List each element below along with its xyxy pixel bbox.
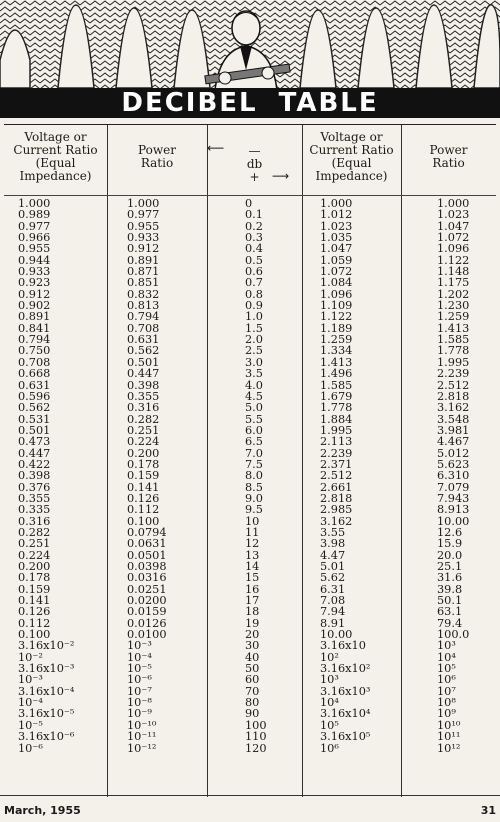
table-cell: 20.0 <box>437 548 463 562</box>
table-cell: 1.585 <box>437 333 470 347</box>
table-cell: 12 <box>245 537 260 551</box>
table-cell: 6.5 <box>245 435 263 449</box>
table-cell: 16 <box>245 582 260 596</box>
table-cell: 1.122 <box>437 253 470 267</box>
table-cell: 4.0 <box>245 378 263 392</box>
table-cell: 0.0631 <box>127 537 167 551</box>
table-cell: 90 <box>245 707 260 721</box>
table-cell: 0.4 <box>245 242 263 256</box>
table-cell: 3.16x10⁵ <box>320 730 371 744</box>
table-cell: 7.08 <box>320 594 346 608</box>
table-cell: 10³ <box>320 673 339 687</box>
table-cell: 2.0 <box>245 333 263 347</box>
table-cell: 14 <box>245 560 260 573</box>
table-cell: 18 <box>245 605 260 619</box>
table-cell: 0.0200 <box>127 594 167 608</box>
table-cell: 3.0 <box>245 355 263 369</box>
table-cell: 0.6 <box>245 265 263 279</box>
table-cell: 1.084 <box>320 276 353 290</box>
table-cell: 0.398 <box>127 378 160 392</box>
table-cell: 2.5 <box>245 344 263 358</box>
table-cell: 3.16x10⁻⁴ <box>18 684 75 698</box>
header-left-power-ratio: Power Ratio <box>138 143 176 170</box>
page-title: DECIBEL TABLE <box>121 88 379 118</box>
table-cell: 0.977 <box>18 219 51 233</box>
table-cell: 0.8 <box>245 287 263 301</box>
table-cell: 1.884 <box>320 412 353 426</box>
table-cell: 0.841 <box>18 321 51 335</box>
table-cell: 0.0398 <box>127 560 167 573</box>
column-db <box>245 198 295 754</box>
column-right-power <box>437 198 497 754</box>
table-cell: 4.467 <box>437 435 470 449</box>
table-cell: 1.413 <box>437 321 470 335</box>
table-cell: 0.112 <box>18 616 51 630</box>
header-left-voltage-ratio: Voltage or Current Ratio (Equal Impedance) <box>13 130 98 183</box>
table-cell: 0.335 <box>18 503 51 517</box>
table-cell: 0.355 <box>127 389 160 403</box>
table-cell: 10¹¹ <box>437 730 461 744</box>
table-cell: 15.9 <box>437 537 463 551</box>
table-cell: 0.2 <box>245 219 263 233</box>
table-cell: 100.0 <box>437 628 470 642</box>
table-cell: 10⁻¹¹ <box>127 730 157 744</box>
table-cell: 10⁻² <box>18 650 43 664</box>
table-cell: 70 <box>245 684 260 698</box>
table-cell: 25.1 <box>437 560 463 573</box>
table-cell: 10⁷ <box>437 684 456 698</box>
table-cell: 13 <box>245 548 260 562</box>
table-cell: 0.989 <box>18 208 51 222</box>
table-cell: 0.200 <box>18 560 51 573</box>
table-cell: 0.178 <box>127 457 160 471</box>
table-cell: 0.0501 <box>127 548 167 562</box>
table-cell: 6.31 <box>320 582 346 596</box>
table-cell: 10 <box>245 514 260 528</box>
table-cell: 10² <box>320 650 339 664</box>
table-cell: 0.955 <box>18 242 51 256</box>
table-cell: 1.096 <box>320 287 353 301</box>
table-cell: 9.0 <box>245 491 263 505</box>
table-cell: 0.473 <box>18 435 51 449</box>
table-cell: 5.623 <box>437 457 470 471</box>
table-cell: 10⁻⁵ <box>127 662 152 676</box>
table-cell: 1.778 <box>320 401 353 415</box>
table-cell: 2.371 <box>320 457 353 471</box>
column-divider <box>107 125 108 797</box>
table-cell: 0.0794 <box>127 525 167 539</box>
table-cell: 0.7 <box>245 276 263 290</box>
table-cell: 0.398 <box>18 469 51 483</box>
table-cell: 0.596 <box>18 389 51 403</box>
table-cell: 3.16x10² <box>320 662 371 676</box>
table-cell: 10⁶ <box>437 673 456 687</box>
table-cell: 0.159 <box>127 469 160 483</box>
table-cell: 3.5 <box>245 367 263 381</box>
table-cell: 0.0316 <box>127 571 167 585</box>
table-cell: 0.912 <box>18 287 51 301</box>
table-cell: 1.059 <box>320 253 353 267</box>
table-cell: 9.5 <box>245 503 263 517</box>
table-cell: 0.851 <box>127 276 160 290</box>
table-cell: 0 <box>245 197 253 210</box>
table-cell: 0.0159 <box>127 605 167 619</box>
table-cell: 1.122 <box>320 310 353 324</box>
table-cell: 1.035 <box>320 231 353 245</box>
table-cell: 1.0 <box>245 310 263 324</box>
header-right-voltage-ratio: Voltage or Current Ratio (Equal Impedance) <box>309 130 394 183</box>
table-cell: 7.5 <box>245 457 263 471</box>
table-cell: 0.923 <box>18 276 51 290</box>
table-cell: 0.159 <box>18 582 51 596</box>
table-cell: 10⁶ <box>320 741 339 755</box>
table-cell: 63.1 <box>437 605 463 619</box>
table-cell: 10⁹ <box>437 707 456 721</box>
table-cell: 1.413 <box>320 355 353 369</box>
table-cell: 10⁻⁷ <box>127 684 152 698</box>
table-cell: 0.708 <box>18 355 51 369</box>
table-cell: 10⁻⁹ <box>127 707 152 721</box>
table-cell: 2.113 <box>320 435 353 449</box>
table-cell: 10⁻⁴ <box>18 696 43 710</box>
table-cell: 4.47 <box>320 548 346 562</box>
table-cell: 0.0100 <box>127 628 167 642</box>
table-cell: 2.818 <box>320 491 353 505</box>
table-cell: 2.985 <box>320 503 353 517</box>
table-cell: 0.316 <box>127 401 160 415</box>
table-cell: 0.944 <box>18 253 51 267</box>
table-cell: 3.162 <box>320 514 353 528</box>
table-cell: 0.562 <box>127 344 160 358</box>
table-cell: 3.16x10⁴ <box>320 707 371 721</box>
table-cell: 1.995 <box>437 355 470 369</box>
table-cell: 10⁻³ <box>127 639 152 653</box>
table-cell: 0.282 <box>18 525 51 539</box>
table-cell: 3.98 <box>320 537 346 551</box>
table-cell: 0.0126 <box>127 616 167 630</box>
table-cell: 0.100 <box>127 514 160 528</box>
table-cell: 0.912 <box>127 242 160 256</box>
table-cell: 1.334 <box>320 344 353 358</box>
table-cell: 3.162 <box>437 401 470 415</box>
arrow-right-icon: ⟶ <box>272 169 290 183</box>
table-cell: 3.16x10⁻³ <box>18 662 75 676</box>
table-cell: 0.251 <box>18 537 51 551</box>
table-cell: 1.072 <box>320 265 353 279</box>
table-cell: 100 <box>245 718 267 732</box>
table-cell: 6.0 <box>245 423 263 437</box>
table-cell: 0.200 <box>127 446 160 460</box>
footer-date: March, 1955 <box>4 804 81 817</box>
table-cell: 1.047 <box>437 219 470 233</box>
table-cell: 2.818 <box>437 389 470 403</box>
table-cell: 110 <box>245 730 267 744</box>
table-cell: 10⁸ <box>437 696 456 710</box>
table-cell: 4.5 <box>245 389 263 403</box>
table-cell: 1.189 <box>320 321 353 335</box>
table-cell: 0.1 <box>245 208 263 222</box>
table-cell: 79.4 <box>437 616 463 630</box>
table-cell: 2.512 <box>320 469 353 483</box>
table-cell: 10⁵ <box>320 718 339 732</box>
table-cell: 1.778 <box>437 344 470 358</box>
table-cell: 0.977 <box>127 208 160 222</box>
table-cell: 10⁻¹⁰ <box>127 718 157 732</box>
table-cell: 2.239 <box>437 367 470 381</box>
table-cell: 10⁻⁶ <box>127 673 152 687</box>
table-cell: 120 <box>245 741 267 755</box>
table-cell: 3.16x10³ <box>320 684 371 698</box>
table-cell: 31.6 <box>437 571 463 585</box>
table-cell: 0.447 <box>18 446 51 460</box>
table-cell: 0.794 <box>18 333 51 347</box>
table-cell: 1.023 <box>320 219 353 233</box>
table-cell: 3.16x10⁻⁶ <box>18 730 75 744</box>
table-cell: 0.813 <box>127 299 160 313</box>
table-cell: 50.1 <box>437 594 463 608</box>
table-cell: 5.62 <box>320 571 346 585</box>
table-cell: 0.5 <box>245 253 263 267</box>
table-cell: 7.94 <box>320 605 346 619</box>
column-divider <box>302 125 303 797</box>
header-db: — db + <box>246 144 263 184</box>
table-cell: 1.230 <box>437 299 470 313</box>
table-cell: 1.000 <box>437 197 470 210</box>
table-cell: 10⁴ <box>320 696 339 710</box>
table-cell: 10.00 <box>320 628 353 642</box>
table-cell: 7.0 <box>245 446 263 460</box>
header-right-power-ratio: Power Ratio <box>429 143 468 170</box>
table-cell: 10⁴ <box>437 650 456 664</box>
table-cell: 10³ <box>437 639 456 653</box>
column-divider <box>401 125 402 797</box>
table-cell: 6.310 <box>437 469 470 483</box>
table-cell: 8.0 <box>245 469 263 483</box>
table-cell: 80 <box>245 696 260 710</box>
table-cell: 1.047 <box>320 242 353 256</box>
table-cell: 0.0251 <box>127 582 167 596</box>
table-cell: 8.5 <box>245 480 263 494</box>
column-left-power <box>127 198 205 754</box>
table-cell: 5.0 <box>245 401 263 415</box>
table-cell: 0.871 <box>127 265 160 279</box>
table-cell: 8.913 <box>437 503 470 517</box>
column-divider <box>207 125 208 797</box>
table-cell: 20 <box>245 628 260 642</box>
table-cell: 8.91 <box>320 616 346 630</box>
table-cell: 10¹⁰ <box>437 718 461 732</box>
table-cell: 7.943 <box>437 491 470 505</box>
table-cell: 1.175 <box>437 276 470 290</box>
table-cell: 0.631 <box>127 333 160 347</box>
table-cell: 0.531 <box>18 412 51 426</box>
table-cell: 0.422 <box>18 457 51 471</box>
table-cell: 2.239 <box>320 446 353 460</box>
table-cell: 1.585 <box>320 378 353 392</box>
table-cell: 1.679 <box>320 389 353 403</box>
table-cell: 11 <box>245 525 260 539</box>
table-cell: 3.16x10⁻² <box>18 639 75 653</box>
table-cell: 0.100 <box>18 628 51 642</box>
decibel-table <box>4 124 496 797</box>
table-cell: 1.259 <box>320 333 353 347</box>
table-cell: 0.501 <box>127 355 160 369</box>
table-cell: 0.668 <box>18 367 51 381</box>
table-cell: 0.126 <box>18 605 51 619</box>
table-cell: 1.148 <box>437 265 470 279</box>
table-cell: 0.832 <box>127 287 160 301</box>
table-cell: 40 <box>245 650 260 664</box>
table-cell: 0.282 <box>127 412 160 426</box>
table-cell: 0.966 <box>18 231 51 245</box>
table-cell: 60 <box>245 673 260 687</box>
table-cell: 5.012 <box>437 446 470 460</box>
table-cell: 17 <box>245 594 260 608</box>
table-cell: 3.981 <box>437 423 470 437</box>
table-cell: 0.141 <box>18 594 51 608</box>
table-cell: 0.955 <box>127 219 160 233</box>
table-cell: 10⁻⁶ <box>18 741 43 755</box>
table-cell: 0.447 <box>127 367 160 381</box>
table-cell: 1.259 <box>437 310 470 324</box>
table-cell: 0.126 <box>127 491 160 505</box>
page-number: 31 <box>480 804 496 817</box>
table-cell: 1.023 <box>437 208 470 222</box>
table-cell: 0.933 <box>18 265 51 279</box>
table-cell: 15 <box>245 571 260 585</box>
table-cell: 0.750 <box>18 344 51 358</box>
table-cell: 1.000 <box>127 197 160 210</box>
table-cell: 3.16x10⁻⁵ <box>18 707 75 721</box>
table-cell: 0.224 <box>18 548 51 562</box>
table-cell: 0.251 <box>127 423 160 437</box>
table-cell: 1.096 <box>437 242 470 256</box>
table-cell: 1.496 <box>320 367 353 381</box>
table-cell: 30 <box>245 639 260 653</box>
table-cell: 0.316 <box>18 514 51 528</box>
header-rule <box>4 195 496 196</box>
table-cell: 0.708 <box>127 321 160 335</box>
table-cell: 3.548 <box>437 412 470 426</box>
table-cell: 0.355 <box>18 491 51 505</box>
table-cell: 0.891 <box>127 253 160 267</box>
table-cell: 10⁻¹² <box>127 741 157 755</box>
table-cell: 0.224 <box>127 435 160 449</box>
table-cell: 39.8 <box>437 582 463 596</box>
table-cell: 0.3 <box>245 231 263 245</box>
table-cell: 5.5 <box>245 412 263 426</box>
table-cell: 0.9 <box>245 299 263 313</box>
table-cell: 0.794 <box>127 310 160 324</box>
table-cell: 0.902 <box>18 299 51 313</box>
table-cell: 0.631 <box>18 378 51 392</box>
table-cell: 0.112 <box>127 503 160 517</box>
table-cell: 10⁻⁵ <box>18 718 43 732</box>
table-cell: 2.661 <box>320 480 353 494</box>
table-cell: 1.5 <box>245 321 263 335</box>
table-cell: 19 <box>245 616 260 630</box>
table-cell: 0.376 <box>18 480 51 494</box>
table-cell: 1.000 <box>320 197 353 210</box>
table-cell: 3.55 <box>320 525 346 539</box>
table-cell: 1.072 <box>437 231 470 245</box>
column-right-voltage <box>320 198 400 754</box>
table-cell: 5.01 <box>320 560 346 573</box>
table-cell: 10⁻⁸ <box>127 696 152 710</box>
table-cell: 10.00 <box>437 514 470 528</box>
table-cell: 10¹² <box>437 741 461 755</box>
table-cell: 10⁵ <box>437 662 456 676</box>
table-cell: 1.109 <box>320 299 353 313</box>
table-cell: 50 <box>245 662 260 676</box>
table-cell: 0.562 <box>18 401 51 415</box>
table-cell: 12.6 <box>437 525 463 539</box>
table-cell: 3.16x10 <box>320 639 366 653</box>
table-cell: 0.501 <box>18 423 51 437</box>
table-cell: 10⁻⁴ <box>127 650 152 664</box>
column-left-voltage <box>18 198 106 754</box>
table-cell: 0.933 <box>127 231 160 245</box>
table-cell: 10⁻³ <box>18 673 43 687</box>
table-cell: 1.202 <box>437 287 470 301</box>
table-cell: 0.891 <box>18 310 51 324</box>
table-cell: 0.178 <box>18 571 51 585</box>
table-cell: 7.079 <box>437 480 470 494</box>
table-cell: 1.012 <box>320 208 353 222</box>
page-footer <box>0 795 500 822</box>
table-cell: 2.512 <box>437 378 470 392</box>
table-cell: 0.141 <box>127 480 160 494</box>
table-cell: 1.995 <box>320 423 353 437</box>
arrow-left-icon: ⟵ <box>207 141 225 155</box>
title-bar <box>0 88 500 118</box>
table-cell: 1.000 <box>18 197 51 210</box>
